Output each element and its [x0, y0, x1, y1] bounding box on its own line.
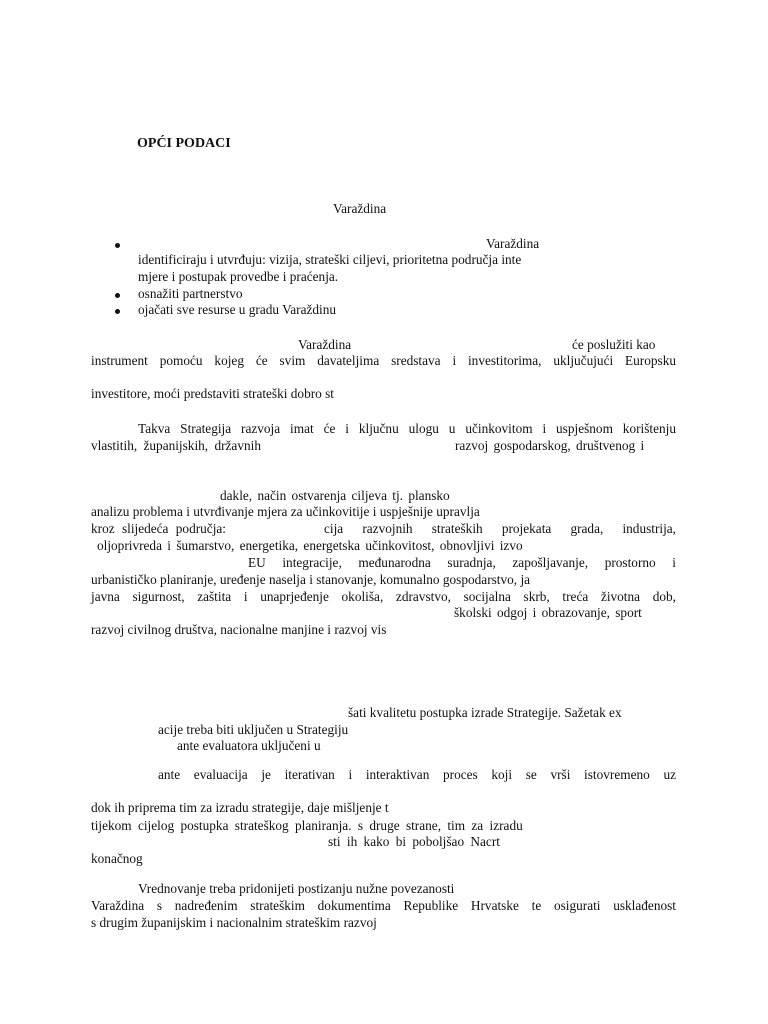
text-line: školski odgoj i obrazovanje, sport — [454, 605, 642, 620]
bullet-icon — [115, 309, 120, 314]
text-line: sti ih kako bi poboljšao Nacrt — [328, 834, 500, 849]
text-line: investitore, moći predstaviti strateški dobro st — [91, 386, 334, 401]
text-line: Varaždina s nadređenim strateškim dokumentima Republike Hrvatske te osigurati usklađenost — [91, 898, 676, 913]
text-line: Varaždina — [333, 201, 387, 216]
text-line: šati kvalitetu postupka izrade Strategije. Sažetak ex — [348, 705, 622, 720]
list-item: ojačati sve resurse u gradu Varaždinu — [138, 302, 337, 317]
text-line: instrument pomoću kojeg će svim davateljima sredstava i investitorima, uključujući Europsku — [91, 353, 676, 368]
list-item: osnažiti partnerstvo — [138, 286, 243, 301]
text-line: oljoprivreda i šumarstvo, energetika, energetska učinkovitost, obnovljivi izvo — [97, 538, 523, 553]
text-line: ante evaluacija je iterativan i interaktivan proces koji se vrši istovremeno uz — [158, 767, 676, 782]
text-line: urbanističko planiranje, uređenje naselja i stanovanje, komunalno gospodarstvo, ja — [91, 572, 531, 587]
text-line: cija razvojnih strateških projekata grada, industrija, — [324, 521, 676, 536]
text-line: acije treba biti uključen u Strategiju — [158, 722, 349, 737]
text-line: Varaždina — [486, 236, 540, 251]
text-line: će poslužiti kao — [572, 337, 656, 352]
text-line: javna sigurnost, zaštita i unaprjeđenje okoliša, zdravstvo, socijalna skrb, treća životna dob, — [91, 589, 676, 604]
text-line: konačnog — [91, 851, 143, 866]
text-line: vlastitih, županijskih, državnih — [91, 438, 261, 453]
text-line: mjere i postupak provedbe i praćenja. — [138, 269, 339, 284]
text-line: Takva Strategija razvoja imat će i ključnu ulogu u učinkovitom i uspješnom korištenju — [138, 421, 676, 436]
bullet-icon — [115, 293, 120, 298]
text-line: ante evaluatora uključeni u — [177, 738, 321, 753]
bullet-icon — [115, 243, 120, 248]
text-line: identificiraju i utvrđuju: vizija, strateški ciljevi, prioritetna područja inte — [138, 252, 522, 267]
text-line: dok ih priprema tim za izradu strategije, daje mišljenje t — [91, 800, 389, 815]
text-line: Varaždina — [298, 337, 352, 352]
text-line: kroz slijedeća područja: — [91, 521, 227, 536]
text-line: s drugim županijskim i nacionalnim strateškim razvoj — [91, 915, 377, 930]
text-line: dakle, način ostvarenja ciljeva tj. plansko — [220, 488, 450, 503]
text-line: tijekom cijelog postupka strateškog planiranja. s druge strane, tim za izradu — [91, 818, 523, 833]
text-line: analizu problema i utvrđivanje mjera za učinkovitije i uspješnije upravlja — [91, 504, 480, 519]
text-line: razvoj gospodarskog, društvenog i — [455, 438, 645, 453]
text-line: Vrednovanje treba pridonijeti postizanju nužne povezanosti — [138, 881, 455, 896]
text-line: EU integracije, međunarodna suradnja, zapošljavanje, prostorno i — [248, 555, 676, 570]
text-line: razvoj civilnog društva, nacionalne manjine i razvoj vis — [91, 622, 387, 637]
section-heading: OPĆI PODACI — [137, 136, 231, 151]
